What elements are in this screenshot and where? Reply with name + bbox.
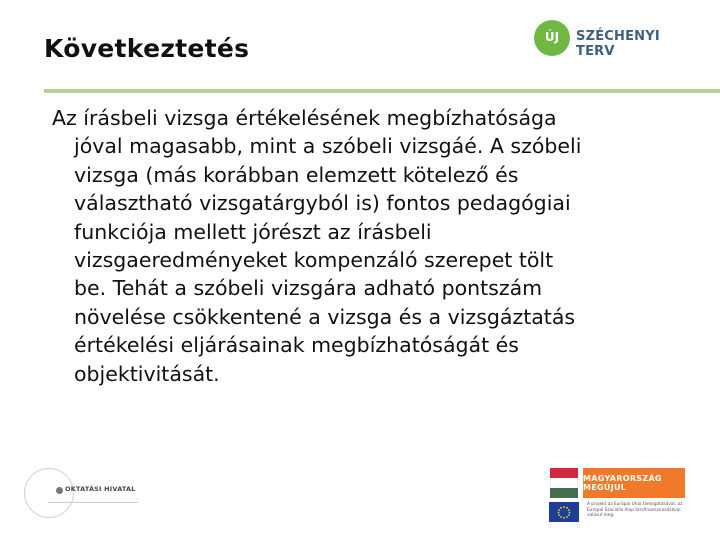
body-line: Az írásbeli vizsga értékelésének megbízhatósága: [52, 106, 557, 130]
slide-title: Következtetés: [44, 34, 250, 63]
szechenyi-badge-text: ÚJ: [544, 30, 560, 44]
body-line: objektivitását.: [74, 361, 220, 386]
body-line: vizsga (más korábban elemzett kötelező és: [74, 162, 519, 187]
body-line: választható vizsgatárgyból is) fontos pedagógiai: [74, 191, 571, 216]
logo-line-decoration: [48, 502, 138, 503]
szechenyi-terv-logo: [534, 18, 694, 58]
title-divider: [44, 89, 720, 93]
eu-stars-icon: [549, 502, 579, 522]
eu-funding-note: A projekt az Európai Unió támogatásával, az Európai Szociális Alap társfinanszírozásával valósul meg.: [587, 502, 683, 519]
oktatasi-hivatal-logo: [24, 468, 136, 518]
body-line: vizsgaeredményeket kompenzáló szerepet tölt: [74, 248, 554, 273]
logo-arc-icon: [24, 468, 74, 518]
hungarian-flag-icon: [550, 468, 578, 498]
body-line: értékelési eljárásainak megbízhatóságát és: [74, 333, 519, 358]
logo-dot-icon: [56, 487, 63, 494]
body-line: jóval magasabb, mint a szóbeli vizsgáé. A szóbeli: [74, 134, 582, 159]
body-line: funkciója mellett jórészt az írásbeli: [74, 219, 432, 244]
szechenyi-wordmark: SZÉCHENYI TERV: [576, 29, 660, 59]
body-line: be. Tehát a szóbeli vizsgára adható pontszám: [74, 276, 543, 301]
oktatasi-hivatal-text: OKTATÁSI HIVATAL: [65, 485, 136, 493]
slide-body: [52, 104, 692, 388]
magyarorszag-megujul-banner: MAGYARORSZÁG MEGÚJUL: [583, 468, 685, 498]
eu-flag-icon: [549, 502, 579, 522]
body-line: növelése csökkentené a vizsga és a vizsgáztatás: [74, 304, 576, 329]
